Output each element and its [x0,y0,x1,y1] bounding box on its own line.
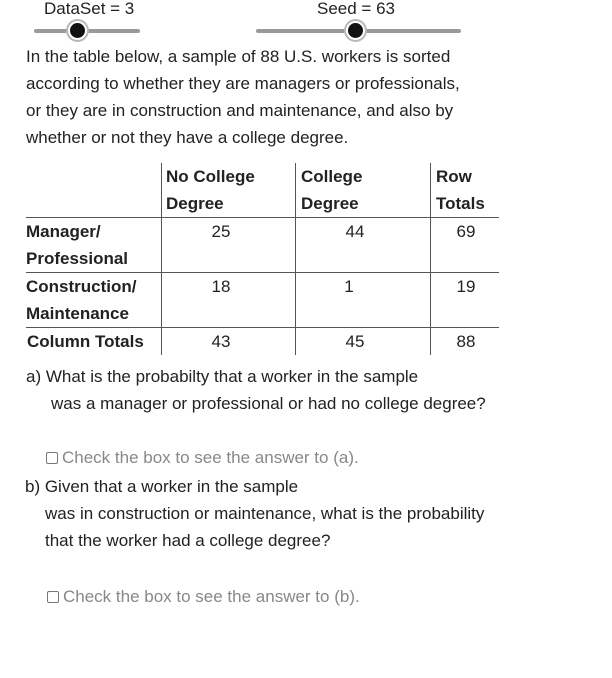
intro-paragraph [26,43,460,151]
question-a-line: was a manager or professional or had no college degree? [51,394,486,413]
dataset-slider-handle[interactable] [70,23,85,38]
intro-line: whether or not they have a college degree. [26,128,349,147]
answer-b-checkbox-label[interactable]: Check the box to see the answer to (b). [63,587,360,606]
intro-line: or they are in construction and maintenance, and also by [26,101,454,120]
question-a [26,363,486,417]
answer-a-checkbox-label[interactable]: Check the box to see the answer to (a). [62,448,359,467]
row-label-column-totals: Column Totals [27,332,144,351]
table-cell: 25 [211,222,231,241]
table-cell: 44 [345,222,365,241]
seed-slider-handle[interactable] [348,23,363,38]
intro-line: according to whether they are managers or professionals, [26,74,460,93]
table-cell: 43 [211,332,231,351]
question-b [25,473,484,554]
question-b-line: was in construction or maintenance, what is the probability [45,504,485,523]
answer-a-checkbox[interactable] [46,452,58,464]
header-row-totals: Row Totals [436,167,485,213]
row-label-manager-professional: Manager/ Professional [26,222,129,268]
table-cell: 18 [211,277,231,296]
intro-line: In the table below, a sample of 88 U.S. workers is sorted [26,47,451,66]
dataset-slider-track[interactable] [34,29,140,33]
question-b-line: b) Given that a worker in the sample [25,477,299,496]
question-a-line: a) What is the probabilty that a worker in the sample [26,367,419,386]
row-label-construction-maintenance: Construction/ Maintenance [26,277,137,323]
answer-b-toggle[interactable] [47,587,360,607]
answer-a-toggle[interactable] [46,448,359,468]
table-cell: 88 [456,332,476,351]
table-cell: 19 [456,277,476,296]
header-college-degree: College Degree [301,167,363,213]
question-b-line: that the worker had a college degree? [45,531,331,550]
header-no-college-degree: No College Degree [166,167,255,213]
dataset-slider-label: DataSet = 3 [44,0,135,18]
table-cell: 69 [456,222,476,241]
table-cell: 1 [344,277,354,296]
answer-b-checkbox[interactable] [47,591,59,603]
table-cell: 45 [345,332,365,351]
seed-slider-label: Seed = 63 [317,0,395,18]
